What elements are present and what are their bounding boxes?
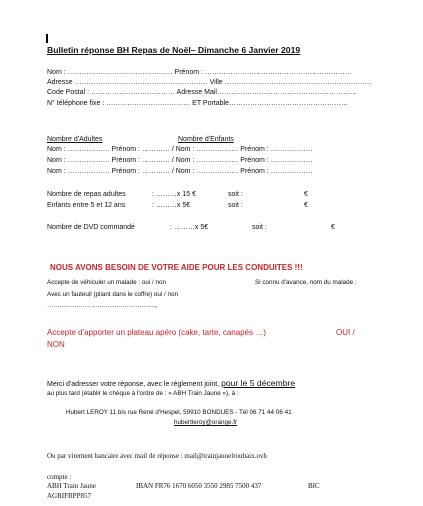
au-plus-tard: au plus tard (établir le chèque à l'ordre de : « ABH Train Jaune »), à :: [47, 390, 239, 397]
vehiculer-option[interactable]: Accepte de véhiculer un malade : oui / non: [47, 279, 167, 286]
dvd-label: Nombre de DVD commandé: [47, 224, 135, 231]
enfants-cost-label: Enfants entre 5 et 12 ans: [47, 202, 126, 209]
fauteuil-option[interactable]: Avec un fauteuil (pliant dans le coffre) oui / non: [47, 291, 179, 298]
repas-soit: soit :: [228, 191, 243, 198]
person-row[interactable]: Nom : ……………… Prénom : ………… / Nom : ……………… Prénom : ………………: [47, 168, 313, 175]
field-nom[interactable]: Nom : ……………………………………… Prénom : ………………………………………………………: [47, 69, 352, 76]
merci-text: [47, 378, 295, 388]
dvd-soit: soit :: [252, 224, 267, 231]
bic-label: BIC: [308, 482, 320, 490]
repas-label: Nombre de repas adultes: [47, 191, 126, 198]
compte-label: compte :: [47, 473, 72, 481]
dvd-euro: €: [331, 224, 335, 231]
field-adresse[interactable]: Adresse ………………………………………………… Ville ………………………………………………………: [47, 79, 372, 86]
enfants-euro: €: [304, 202, 308, 209]
plateau-text: Accepte d'apporter un plateau apéro (cake, tarte, canapés …): [47, 328, 266, 337]
plateau-oui[interactable]: OUI /: [336, 328, 355, 337]
plateau-non[interactable]: NON: [47, 340, 65, 349]
field-telephone[interactable]: N° téléphone fixe : ……………………………… ET Portable……………………………………………: [47, 100, 349, 107]
merci-text-a: Merci d'adresser votre réponse, avec le règlement joint,: [47, 381, 220, 388]
repas-euro: €: [304, 191, 308, 198]
enfants-soit: soit :: [228, 202, 243, 209]
text-cursor: [46, 34, 48, 43]
compte-nom: ABH Train Jaune: [47, 482, 97, 490]
iban: IBAN FR76 1670 6050 3550 2985 7500 437: [136, 482, 262, 490]
field-code-postal[interactable]: Code Postal : ……………………………… Adresse Mail……………………………………………………: [47, 89, 357, 96]
person-row[interactable]: Nom : ……………… Prénom : ………… / Nom : ……………… Prénom : ………………: [47, 157, 313, 164]
contact-mail[interactable]: hubertleroy@orange.fr: [174, 419, 238, 426]
enfants-price[interactable]: : ………x 5€: [152, 202, 191, 209]
merci-deadline: pour le 5 décembre: [221, 378, 296, 388]
malade-line[interactable]: ……………………………………………,,: [47, 302, 158, 309]
contact-address: Hubert LEROY 11 bis rue René d'Hespel, 59910 BONDUES - Tél 06 71 44 06 41: [66, 409, 292, 416]
person-row[interactable]: Nom : ……………… Prénom : ………… / Nom : ……………… Prénom : ………………: [47, 146, 313, 153]
repas-price[interactable]: : ………x 15 €: [152, 191, 196, 198]
document-title: Bulletin réponse BH Repas de Noël– Dimanche 6 Janvier 2019: [47, 45, 301, 55]
nom-malade-label: Si connu d'avance, nom du malade :: [255, 279, 357, 286]
aide-heading: NOUS AVONS BESOIN DE VOTRE AIDE POUR LES CONDUITES !!!: [50, 263, 303, 272]
virement-text: Ou par virement bancaire avec mail de réponse : mail@trainjaunelroubaix.ovh: [47, 452, 267, 460]
bic-code: AGRIFRPP857: [47, 492, 91, 500]
adultes-label: Nombre d'Adultes: [47, 136, 103, 143]
dvd-price[interactable]: : ………x 5€: [170, 224, 209, 231]
enfants-label: Nombre d'Enfants: [178, 136, 234, 143]
